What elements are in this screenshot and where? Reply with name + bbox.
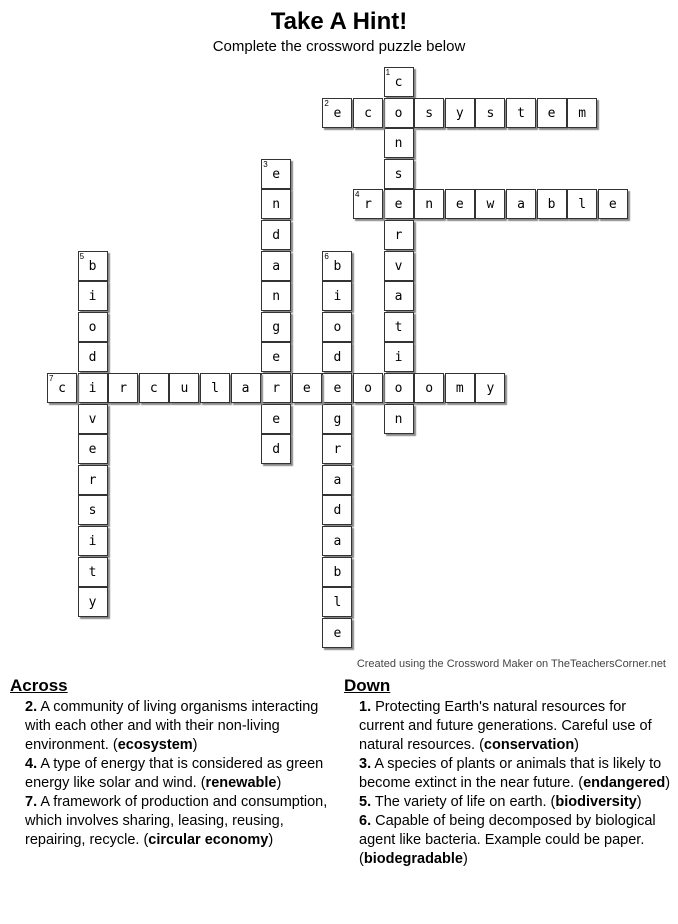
cell-letter: e <box>455 197 464 213</box>
cell-letter: d <box>333 350 342 366</box>
cell-letter: n <box>394 411 403 427</box>
grid-cell[interactable] <box>78 312 108 342</box>
cell-letter: g <box>333 411 342 427</box>
grid-cell[interactable] <box>78 373 108 403</box>
cell-letter: b <box>88 258 97 274</box>
cell-letter: s <box>486 105 495 121</box>
clue-answer: endangered <box>583 775 666 791</box>
grid-cell[interactable] <box>384 220 414 250</box>
grid-cell[interactable] <box>78 587 108 617</box>
cell-letter: c <box>58 381 66 396</box>
cell-letter: i <box>333 289 342 305</box>
grid-cell[interactable] <box>322 495 352 525</box>
down-clue <box>359 812 674 869</box>
cell-letter: e <box>333 381 342 396</box>
cell-letter: m <box>578 105 587 121</box>
grid-cell[interactable] <box>384 404 414 434</box>
cell-letter: r <box>333 442 342 458</box>
cell-letter: y <box>88 595 97 611</box>
clue-number: 5 <box>79 251 85 261</box>
cell-letter: n <box>272 197 281 213</box>
clue-number: 6. <box>359 813 372 829</box>
grid-cell[interactable] <box>475 189 505 219</box>
down-clue <box>359 793 674 812</box>
cell-letter: a <box>333 472 342 488</box>
clue-text: A community of living organisms interacting with each other and with their non-living environment. ( <box>25 699 319 753</box>
down-clue <box>359 755 674 793</box>
across-heading: Across <box>10 676 68 695</box>
clue-number: 3 <box>263 159 268 169</box>
cell-letter: a <box>241 381 250 396</box>
clue-close: ) <box>192 737 198 753</box>
grid-cell[interactable] <box>445 373 475 403</box>
grid-cell[interactable] <box>78 342 108 372</box>
grid-cell[interactable] <box>78 281 108 311</box>
grid-cell[interactable] <box>537 98 567 128</box>
cell-letter: b <box>547 197 556 213</box>
cell-letter: y <box>486 381 495 396</box>
grid-cell[interactable] <box>384 342 414 372</box>
cell-letter: w <box>486 197 495 213</box>
cell-letter: i <box>88 381 97 396</box>
grid-cell[interactable] <box>322 465 352 495</box>
cell-letter: t <box>394 319 403 335</box>
clue-answer: biodegradable <box>363 851 463 867</box>
grid-cell[interactable] <box>414 373 444 403</box>
clue-number: 4 <box>355 190 360 200</box>
grid-cell[interactable] <box>322 526 352 556</box>
clue-text: A framework of production and consumption, which involves sharing, leasing, reusing, repairing, recycle. ( <box>25 794 328 848</box>
cell-letter: n <box>272 289 281 305</box>
down-heading: Down <box>344 676 391 695</box>
across-clue <box>25 698 340 755</box>
cell-letter: e <box>333 105 342 121</box>
grid-cell[interactable] <box>537 189 567 219</box>
grid-cell[interactable] <box>322 342 352 372</box>
clue-number: 2. <box>25 699 38 715</box>
clue-text: Capable of being decomposed by biological agent like bacteria. Example could be paper. ( <box>359 813 656 867</box>
clue-number: 5. <box>359 794 372 810</box>
cell-letter: g <box>272 319 281 335</box>
cell-letter: t <box>88 564 97 580</box>
grid-cell[interactable] <box>231 373 261 403</box>
grid-cell[interactable] <box>78 465 108 495</box>
cell-letter: n <box>394 136 403 152</box>
grid-cell[interactable] <box>414 98 444 128</box>
grid-cell[interactable] <box>322 312 352 342</box>
grid-cell[interactable] <box>47 373 77 403</box>
cell-letter: e <box>547 105 556 121</box>
cell-letter: v <box>88 411 97 427</box>
cell-letter: e <box>272 166 281 182</box>
clue-number: 7 <box>49 374 54 383</box>
grid-cell[interactable] <box>200 373 230 403</box>
clue-text: A species of plants or animals that is likely to become extinct in the near future. ( <box>359 756 662 791</box>
grid-cell[interactable] <box>261 281 291 311</box>
clue-number: 2 <box>324 98 329 108</box>
grid-cell[interactable] <box>475 98 505 128</box>
cell-letter: e <box>272 350 281 366</box>
clue-close: ) <box>268 832 274 848</box>
cell-letter: o <box>425 381 434 396</box>
grid-cell[interactable] <box>261 373 291 403</box>
down-clue-list <box>359 698 674 869</box>
grid-cell[interactable] <box>353 373 383 403</box>
clue-close: ) <box>574 737 580 753</box>
grid-cell[interactable] <box>261 434 291 464</box>
grid-cell[interactable] <box>78 526 108 556</box>
cell-letter: o <box>88 319 97 335</box>
cell-letter: r <box>394 228 403 243</box>
cell-letter: y <box>455 105 464 121</box>
across-clue <box>25 793 340 850</box>
cell-letter: l <box>333 595 342 611</box>
grid-cell[interactable] <box>384 281 414 311</box>
cell-letter: i <box>88 289 97 305</box>
credit-text: Created using the Crossword Maker on TheTeachersCorner.net <box>356 658 666 670</box>
clue-close: ) <box>636 794 642 810</box>
clue-close: ) <box>665 775 671 791</box>
grid-cell[interactable] <box>445 189 475 219</box>
cell-letter: c <box>149 381 158 396</box>
grid-cell[interactable] <box>567 189 597 219</box>
grid-cell[interactable] <box>261 159 291 189</box>
cell-letter: t <box>517 105 525 121</box>
cell-letter: s <box>88 503 97 519</box>
cell-letter: s <box>394 166 403 182</box>
cell-letter: o <box>333 319 342 335</box>
clue-answer: renewable <box>205 775 277 791</box>
cell-letter: l <box>211 381 219 396</box>
cell-letter: d <box>88 350 97 366</box>
cell-letter: a <box>272 258 281 274</box>
grid-cell[interactable] <box>384 312 414 342</box>
grid-cell[interactable] <box>322 251 352 281</box>
cell-letter: r <box>119 381 128 396</box>
cell-letter: o <box>394 381 403 396</box>
cell-letter: e <box>333 625 342 641</box>
cell-letter: o <box>364 381 372 396</box>
grid-cell[interactable] <box>292 373 322 403</box>
cell-letter: u <box>180 381 189 396</box>
cell-letter: o <box>394 105 403 121</box>
grid-cell[interactable] <box>384 98 414 128</box>
clue-text: The variety of life on earth. ( <box>371 794 556 810</box>
cell-letter: d <box>272 442 281 458</box>
grid-cell[interactable] <box>322 557 352 587</box>
grid-cell[interactable] <box>78 495 108 525</box>
cell-letter: v <box>394 258 403 274</box>
grid-cell[interactable] <box>353 98 383 128</box>
cell-letter: l <box>578 197 587 213</box>
grid-cell[interactable] <box>384 67 414 97</box>
clue-answer: conservation <box>483 737 575 753</box>
clue-number: 3. <box>359 756 372 772</box>
clue-number: 6 <box>324 251 329 261</box>
page-title: Take A Hint! <box>270 8 408 35</box>
grid-cell[interactable] <box>384 159 414 189</box>
cell-letter: e <box>88 442 97 458</box>
grid-cell[interactable] <box>506 189 536 219</box>
clue-close: ) <box>462 851 468 867</box>
across-clue-list <box>25 698 340 850</box>
cell-letter: c <box>394 75 403 90</box>
cell-letter: n <box>425 197 434 213</box>
grid-cell[interactable] <box>139 373 169 403</box>
down-clue <box>359 698 674 755</box>
grid-cell[interactable] <box>169 373 199 403</box>
cell-letter: r <box>364 197 372 213</box>
cell-letter: a <box>394 289 403 305</box>
clue-number: 1 <box>385 68 391 77</box>
grid-cell[interactable] <box>322 618 352 648</box>
grid-cell[interactable] <box>353 189 383 219</box>
grid-cell[interactable] <box>78 251 108 281</box>
clue-number: 1. <box>359 699 372 715</box>
grid-cell[interactable] <box>322 404 352 434</box>
grid-cell[interactable] <box>445 98 475 128</box>
cell-letter: a <box>517 197 525 213</box>
grid-cell[interactable] <box>506 98 536 128</box>
grid-cell[interactable] <box>261 404 291 434</box>
cell-letter: r <box>272 381 281 396</box>
grid-cell[interactable] <box>261 220 291 250</box>
grid-cell[interactable] <box>261 251 291 281</box>
across-clue <box>25 755 340 793</box>
cell-letter: e <box>608 197 617 213</box>
cell-letter: e <box>302 381 311 396</box>
grid-cell[interactable] <box>78 434 108 464</box>
grid-cell[interactable] <box>475 373 505 403</box>
grid-cell[interactable] <box>384 251 414 281</box>
clue-text: A type of energy that is considered as green energy like solar and wind. ( <box>25 756 324 791</box>
grid-cell[interactable] <box>322 281 352 311</box>
grid-cell[interactable] <box>414 189 444 219</box>
cell-letter: c <box>364 105 372 121</box>
grid-cell[interactable] <box>322 434 352 464</box>
cell-letter: m <box>455 381 464 396</box>
clue-number: 4. <box>25 756 38 772</box>
cell-letter: e <box>272 411 281 427</box>
grid-cell[interactable] <box>384 189 414 219</box>
page-subtitle: Complete the crossword puzzle below <box>212 38 466 55</box>
grid-cell[interactable] <box>78 404 108 434</box>
clue-answer: circular economy <box>148 832 269 848</box>
clue-answer: biodiversity <box>555 794 637 810</box>
grid-cell[interactable] <box>78 557 108 587</box>
grid-cell[interactable] <box>322 587 352 617</box>
clue-text: Protecting Earth's natural resources for current and future generations. Careful use of natural resources. ( <box>359 699 652 753</box>
grid-cell[interactable] <box>261 342 291 372</box>
grid-cell[interactable] <box>384 128 414 158</box>
cell-letter: a <box>333 534 342 549</box>
cell-letter: d <box>333 503 342 519</box>
clue-answer: ecosystem <box>117 737 193 753</box>
grid-cell[interactable] <box>322 98 352 128</box>
grid-cell[interactable] <box>261 312 291 342</box>
grid-cell[interactable] <box>567 98 597 128</box>
cell-letter: i <box>394 350 403 366</box>
grid-cell[interactable] <box>261 189 291 219</box>
grid-cell[interactable] <box>598 189 628 219</box>
grid-cell[interactable] <box>384 373 414 403</box>
grid-cell[interactable] <box>322 373 352 403</box>
cell-letter: d <box>272 228 281 243</box>
cell-letter: b <box>333 258 342 274</box>
clue-close: ) <box>276 775 282 791</box>
cell-letter: b <box>333 564 342 580</box>
cell-letter: i <box>88 534 97 549</box>
cell-letter: r <box>88 472 97 488</box>
cell-letter: e <box>394 197 403 213</box>
grid-cell[interactable] <box>108 373 138 403</box>
clue-number: 7. <box>25 794 38 810</box>
cell-letter: s <box>425 105 434 121</box>
